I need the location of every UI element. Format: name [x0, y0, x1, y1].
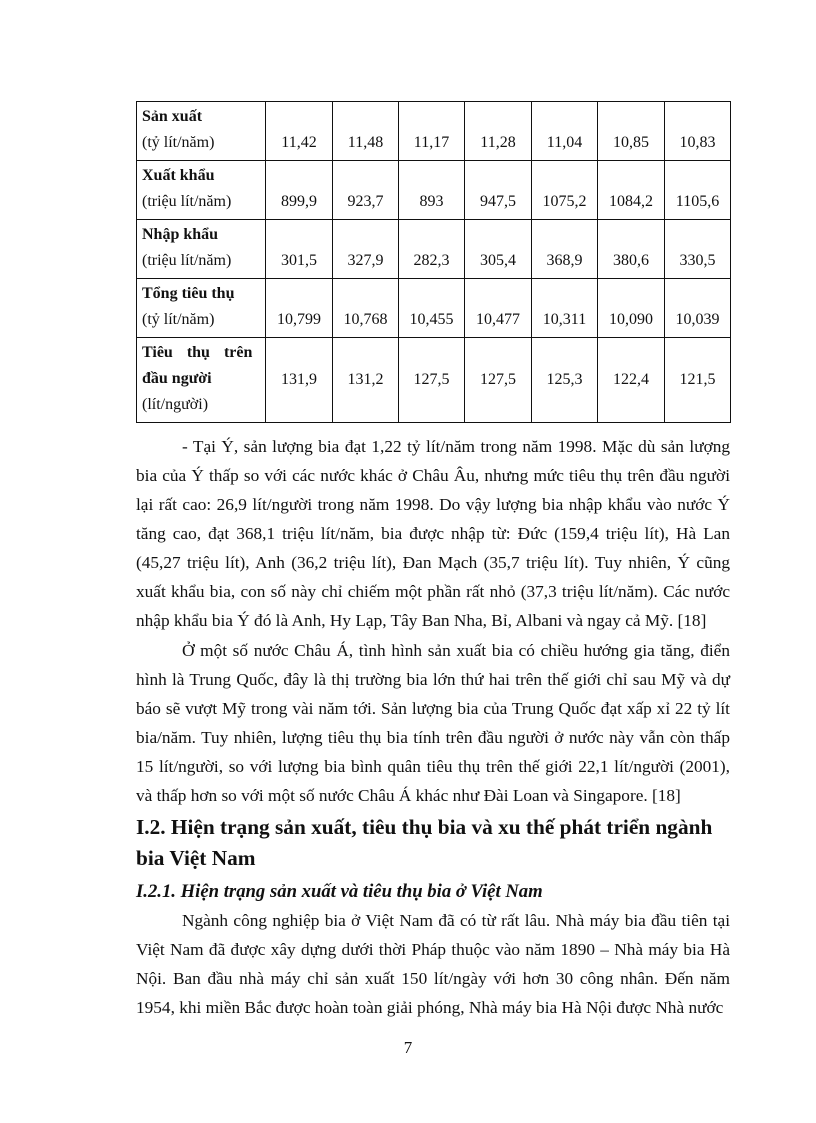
table-cell: 127,5: [465, 338, 532, 423]
table-cell: 10,799: [266, 279, 333, 338]
table-cell: 301,5: [266, 220, 333, 279]
table-cell: 121,5: [665, 338, 731, 423]
table-cell: 1084,2: [598, 161, 665, 220]
table-cell: 127,5: [399, 338, 465, 423]
table-cell: 122,4: [598, 338, 665, 423]
table-row-per-capita: [137, 338, 731, 423]
table-cell: 368,9: [532, 220, 598, 279]
table-cell: 11,48: [333, 102, 399, 161]
table-cell: 899,9: [266, 161, 333, 220]
table-cell: 10,039: [665, 279, 731, 338]
section-heading: I.2. Hiện trạng sản xuất, tiêu thụ bia và xu thế phát triển ngành bia Việt Nam: [136, 815, 713, 870]
table-cell: 330,5: [665, 220, 731, 279]
beer-statistics-table: [136, 101, 731, 423]
table-cell: 893: [399, 161, 465, 220]
row-label-bold: Tiêu thụ trên: [142, 344, 253, 361]
table-cell: 131,9: [266, 338, 333, 423]
table-cell: 10,768: [333, 279, 399, 338]
row-label-unit: (triệu lít/năm): [142, 252, 232, 269]
table-cell: 10,83: [665, 102, 731, 161]
row-label-unit: (lít/người): [142, 396, 209, 413]
table-cell: 10,455: [399, 279, 465, 338]
table-cell: 11,17: [399, 102, 465, 161]
row-label-bold: Xuất khẩu: [142, 167, 215, 184]
row-label: [137, 102, 266, 161]
table-row-export: [137, 161, 731, 220]
table-cell: 282,3: [399, 220, 465, 279]
table-cell: 327,9: [333, 220, 399, 279]
table-cell: 11,04: [532, 102, 598, 161]
subsection-heading: I.2.1. Hiện trạng sản xuất và tiêu thụ bia ở Việt Nam: [136, 881, 543, 902]
table-cell: 10,311: [532, 279, 598, 338]
paragraph-asia: [136, 636, 730, 810]
row-label-unit: (tỷ lít/năm): [142, 311, 215, 328]
paragraph-text: Ở một số nước Châu Á, tình hình sản xuất bia có chiều hướng gia tăng, điển hình là Trung Quốc, đây là thị trường bia lớn thứ hai trên thế giới chỉ sau Mỹ và dự báo sẽ vượt Mỹ trong vài năm tới. Sản lượng bia của Trung Quốc đạt xấp xỉ 22 tỷ lít bia/năm. Tuy nhiên, lượng tiêu thụ bia tính trên đầu người ở nước này vẫn còn thấp 15 lít/người, so với lượng bia bình quân tiêu thụ trên thế giới 22,1 lít/người (2001), và thấp hơn so với một số nước Châu Á khác như Đài Loan và Singapore. [18]: [136, 641, 730, 805]
row-label: [137, 161, 266, 220]
paragraph-text: - Tại Ý, sản lượng bia đạt 1,22 tỷ lít/năm trong năm 1998. Mặc dù sản lượng bia của Ý thấp so với các nước khác ở Châu Âu, nhưng mức tiêu thụ trên đầu người lại rất cao: 26,9 lít/người trong năm 1998. Do vậy lượng bia nhập khẩu vào nước Ý tăng cao, đạt 368,1 triệu lít/năm, bia được nhập từ: Đức (159,4 triệu lít), Hà Lan (45,27 triệu lít), Anh (36,2 triệu lít), Đan Mạch (35,7 triệu lít). Tuy nhiên, Ý cũng xuất khẩu bia, con số này chỉ chiếm một phần rất nhỏ (37,3 triệu lít/năm). Các nước nhập khẩu bia Ý đó là Anh, Hy Lạp, Tây Ban Nha, Bỉ, Albani và ngay cả Mỹ. [18]: [136, 437, 730, 630]
row-label-bold: Tổng tiêu thụ: [142, 285, 235, 302]
table-cell: 10,477: [465, 279, 532, 338]
row-label: [137, 338, 266, 423]
row-label: [137, 279, 266, 338]
table-cell: 11,42: [266, 102, 333, 161]
table-cell: 1075,2: [532, 161, 598, 220]
table-cell: 125,3: [532, 338, 598, 423]
row-label: [137, 220, 266, 279]
table-cell: 10,090: [598, 279, 665, 338]
table-row-import: [137, 220, 731, 279]
row-label-bold: Nhập khẩu: [142, 226, 219, 243]
table-cell: 305,4: [465, 220, 532, 279]
row-label-bold: đầu người: [142, 370, 212, 387]
table-cell: 11,28: [465, 102, 532, 161]
row-label-unit: (tỷ lít/năm): [142, 134, 215, 151]
page-number: 7: [403, 1038, 413, 1057]
table-cell: 923,7: [333, 161, 399, 220]
table-cell: 10,85: [598, 102, 665, 161]
table-cell: 947,5: [465, 161, 532, 220]
row-label-unit: (triệu lít/năm): [142, 193, 232, 210]
row-label-bold: Sản xuất: [142, 108, 203, 125]
table-row-consumption: [137, 279, 731, 338]
table-cell: 380,6: [598, 220, 665, 279]
table-cell: 131,2: [333, 338, 399, 423]
paragraph-italy: [136, 432, 730, 635]
table-row-production: [137, 102, 731, 161]
paragraph-vietnam: [136, 906, 730, 1022]
paragraph-text: Ngành công nghiệp bia ở Việt Nam đã có từ rất lâu. Nhà máy bia đầu tiên tại Việt Nam đã được xây dựng dưới thời Pháp thuộc vào năm 1890 – Nhà máy bia Hà Nội. Ban đầu nhà máy chỉ sản xuất 150 lít/ngày với hơn 30 công nhân. Đến năm 1954, khi miền Bắc được hoàn toàn giải phóng, Nhà máy bia Hà Nội được Nhà nước: [136, 911, 730, 1017]
table-cell: 1105,6: [665, 161, 731, 220]
